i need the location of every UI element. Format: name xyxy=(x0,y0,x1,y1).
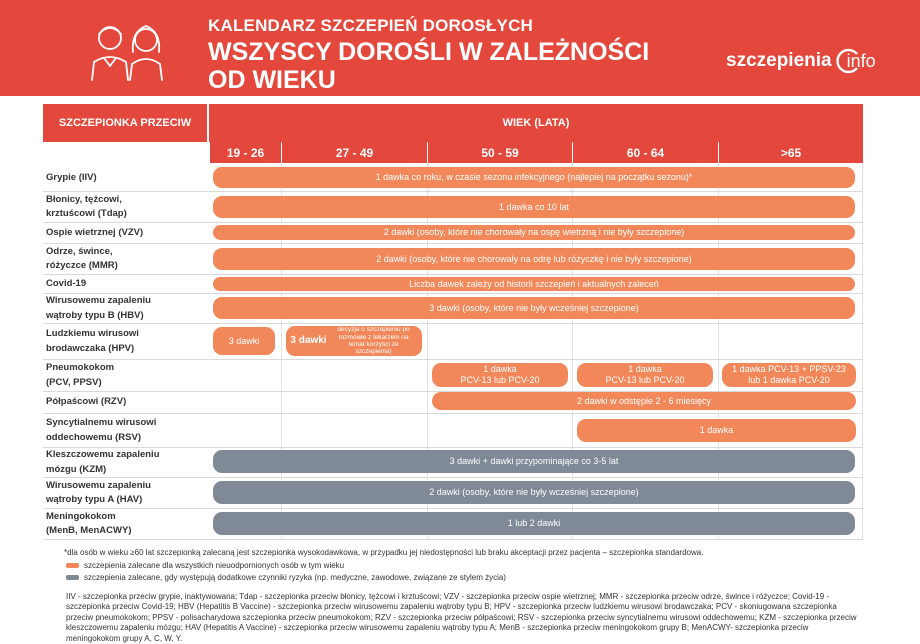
row-label-covid: Covid-19 xyxy=(46,277,87,289)
column-header-age: WIEK (LATA) xyxy=(209,104,863,142)
row-label-mmr: Odrze, śwince, różyczce (MMR) xyxy=(46,245,118,271)
bar-pneumo-50-59: 1 dawka PCV-13 lub PCV-20 xyxy=(432,363,568,387)
bar-pneumo-65-plus: 1 dawka PCV-13 + PPSV-23 lub 1 dawka PCV-20 xyxy=(722,363,856,387)
legend-gray-text: szczepienia zalecane, gdy występują dodatkowe czynniki ryzyka (np. medyczne, zawodowe, związane ze stylem życia) xyxy=(84,573,506,582)
header-banner xyxy=(0,0,920,96)
logo-info: info xyxy=(846,51,876,71)
title-line-1: WSZYSCY DOROŚLI W ZALEŻNOŚCI xyxy=(208,38,650,66)
legend-gray xyxy=(66,573,506,582)
bar-pneumo-60-64: 1 dawka PCV-13 lub PCV-20 xyxy=(577,363,713,387)
bar-kzm: 3 dawki + dawki przypominające co 3-5 lat xyxy=(213,450,855,473)
bar-hpv-27-49-doses: 3 dawki xyxy=(290,335,327,346)
column-header-vaccine: SZCZEPIONKA PRZECIW xyxy=(43,104,207,142)
row-label-kzm: Kleszczowemu zapaleniu mózgu (KZM) xyxy=(46,449,160,475)
row-label-pneumococcal: Pneumokokom (PCV, PPSV) xyxy=(46,362,115,388)
row-label-hbv: Wirusowemu zapaleniu wątroby typu B (HBV) xyxy=(46,295,151,321)
row-label-hpv: Ludzkiemu wirusowi brodawczaka (HPV) xyxy=(46,328,139,354)
age-group-19-26: 19 - 26 xyxy=(209,142,281,163)
bar-hpv-27-49 xyxy=(286,326,422,356)
bar-rzv: 2 dawki w odstępie 2 - 6 miesięcy xyxy=(432,392,856,410)
bar-hbv: 3 dawki (osoby, które nie były wcześniej szczepione) xyxy=(213,297,855,319)
calendar-subtitle: KALENDARZ SZCZEPIEŃ DOROSŁYCH xyxy=(208,16,534,35)
people-icon xyxy=(84,18,174,82)
row-label-influenza: Grypie (IIV) xyxy=(46,171,97,183)
bar-hpv-19-26: 3 dawki xyxy=(213,327,275,355)
logo-mark xyxy=(835,48,876,74)
row-label-meningococcal: Meningokokom (MenB, MenACWY) xyxy=(46,510,132,536)
row-label-hav: Wirusowemu zapaleniu wątroby typu A (HAV) xyxy=(46,479,151,505)
grid-line xyxy=(862,163,863,539)
logo-text: szczepienia xyxy=(726,50,832,71)
row-label-rzv: Półpaścowi (RZV) xyxy=(46,396,127,408)
legend-gray-swatch xyxy=(66,575,79,580)
legend-orange xyxy=(66,561,344,570)
legend-orange-swatch xyxy=(66,563,79,568)
bar-hav: 2 dawki (osoby, które nie były wcześniej szczepione) xyxy=(213,481,855,504)
row-label-tdap: Błonicy, tężcowi, krztuścowi (Tdap) xyxy=(46,193,127,219)
bar-hpv-27-49-note: decyzja o szczepieniu po rozmowie z lekarzem na temat korzyści ze szczepienia) xyxy=(337,326,410,356)
age-group-50-59: 50 - 59 xyxy=(427,142,572,163)
bar-influenza: 1 dawka co roku, w czasie sezonu infekcyjnego (najlepiej na początku sezonu)* xyxy=(213,167,855,188)
bar-vzv: 2 dawki (osoby, które nie chorowały na ospę wietrzną i nie były szczepione) xyxy=(213,225,855,240)
abbreviations: IIV - szczepionka przeciw grypie, inaktywowana; Tdap - szczepionka przeciw błonicy, tężcowi i krztuścowi; VZV - szczepionka przeciw ospie wietrznej; MMR - szczepionka przeciw odrze, śwince i różyczce; Covid-19 - szczepionka przeciw Covid-19; HBV (Hepatitis B Vaccine) - szczepionka przeciw wirusowemu zapaleniu wątroby typu B; HPV - szczepionka przeciw ludzkiemu wirusowi brodawczaka; PCV - skoniugowana szczepionka przeciw pneumokokom; PPSV - polisacharydowa szczepionka przeciw pneumokokom; RZV - szczepionka przeciw półpaścowi; RSV - szczepionka przeciw syncytialnemu wirusowi oddechowemu; KZM - szczepionka przeciw kleszczowemu zapaleniu mózgu; HAV (Hepatitis A Vaccine) - szczepionka przeciw wirusowemu zapaleniu wątroby typu A; MenB - szczepionka przeciw meningokokom grupy B; MenACWY- szczepionka przeciw meningokokom grupy A, C, W, Y. xyxy=(66,592,857,643)
age-group-27-49: 27 - 49 xyxy=(281,142,427,163)
bar-mmr: 2 dawki (osoby, które nie chorowały na odrę lub różyczkę i nie były szczepione) xyxy=(213,248,855,270)
row-label-vzv: Ospie wietrznej (VZV) xyxy=(46,226,144,238)
row-label-rsv: Syncytialnemu wirusowi oddechowemu (RSV) xyxy=(46,417,157,443)
bar-meningococcal: 1 lub 2 dawki xyxy=(213,512,855,535)
age-group-65-plus: >65 xyxy=(718,142,863,163)
footnote-high-dose: *dla osób w wieku ≥60 lat szczepionką zalecaną jest szczepionka wysokodawkowa, w przypadku jej niedostępności lub braku akceptacji przez pacjenta – szczepionka standardowa. xyxy=(64,548,704,557)
bar-covid: Liczba dawek zależy od historii szczepień i aktualnych zaleceń xyxy=(213,277,855,291)
logo xyxy=(726,48,876,74)
row-separator xyxy=(43,539,863,540)
legend-orange-text: szczepienia zalecane dla wszystkich nieuodpornionych osób w tym wieku xyxy=(84,561,345,570)
age-group-60-64: 60 - 64 xyxy=(572,142,718,163)
bar-tdap: 1 dawka co 10 lat xyxy=(213,196,855,218)
title-line-2: OD WIEKU xyxy=(208,66,336,94)
bar-rsv: 1 dawka xyxy=(577,419,856,442)
